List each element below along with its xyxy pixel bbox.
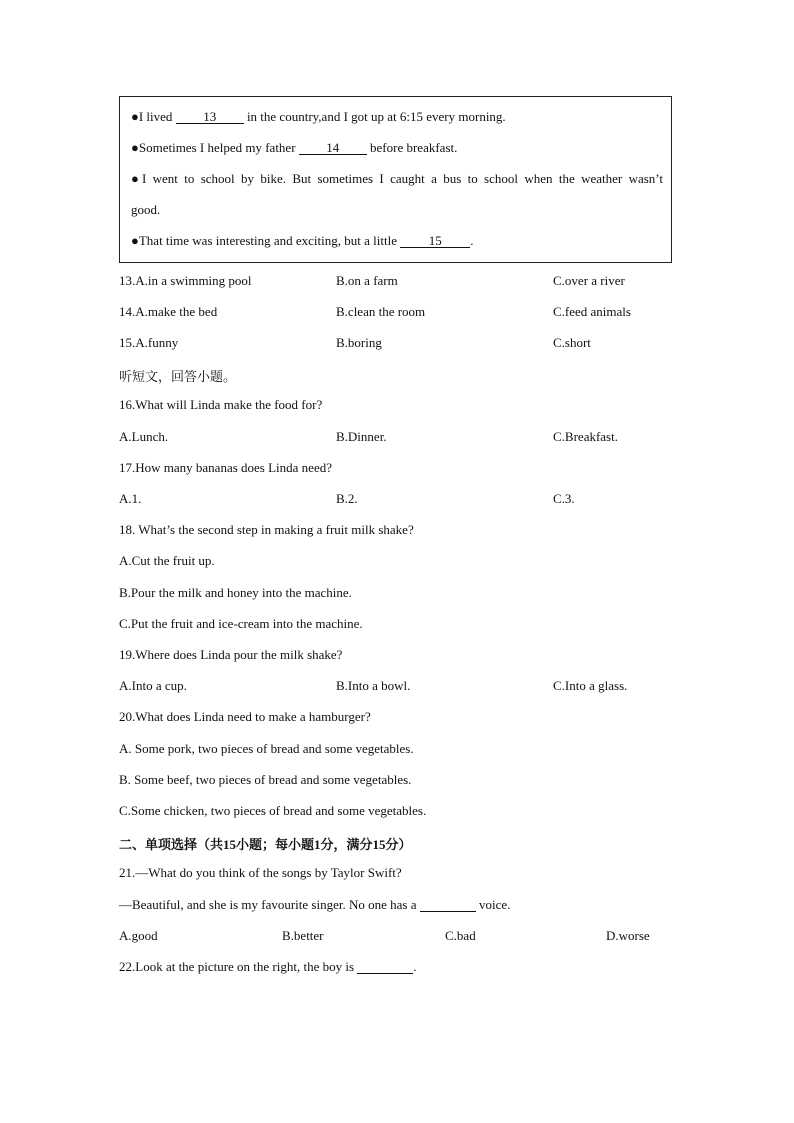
q13-option-c: C.over a river [553,273,625,288]
q17-option-b: B.2. [336,491,358,506]
q18-option-b: B.Pour the milk and honey into the machine. [119,585,352,600]
section-heading: 二、单项选择（共15小题；每小题1分，满分15分） [119,837,412,852]
q14-option-b: B.clean the room [336,304,426,319]
q16-option-b: B.Dinner. [336,429,387,444]
q21-reply: —Beautiful, and she is my favourite singer. No one has a voice. [119,897,511,912]
q21-option-a: A.good [119,928,158,943]
q18-option-c: C.Put the fruit and ice-cream into the machine. [119,616,363,631]
q14-option-a: 14.A.make the bed [119,304,218,319]
listening-instruction: 听短文，回答小题。 [119,369,237,384]
q16-option-a: A.Lunch. [119,429,169,444]
q19-option-b: B.Into a bowl. [336,678,411,693]
q15-option-c: C.short [553,335,591,350]
passage-line-3: ●I went to school by bike. But sometimes I caught a bus to school when the weather wasn’t [131,171,663,186]
blank-14: 14 [299,141,367,155]
q16-stem: 16.What will Linda make the food for? [119,397,323,412]
q21-stem: 21.—What do you think of the songs by Taylor Swift? [119,865,402,880]
q16-option-c: C.Breakfast. [553,429,618,444]
q21-option-b: B.better [282,928,324,943]
q17-stem: 17.How many bananas does Linda need? [119,460,332,475]
q22-stem: 22.Look at the picture on the right, the boy is . [119,959,417,974]
passage-line-1: ●I lived 13 in the country,and I got up at 6:15 every morning. [131,109,506,124]
q20-option-a: A. Some pork, two pieces of bread and some vegetables. [119,741,414,756]
q18-stem: 18. What’s the second step in making a fruit milk shake? [119,522,414,537]
q20-stem: 20.What does Linda need to make a hamburger? [119,709,371,724]
q17-option-c: C.3. [553,491,575,506]
passage-box [119,96,672,263]
q19-option-c: C.Into a glass. [553,678,628,693]
q13-option-b: B.on a farm [336,273,398,288]
q15-option-a: 15.A.funny [119,335,179,350]
q21-option-c: C.bad [445,928,476,943]
blank-15: 15 [400,234,470,248]
q17-option-a: A.1. [119,491,142,506]
q21-option-d: D.worse [606,928,650,943]
q19-option-a: A.Into a cup. [119,678,187,693]
q19-stem: 19.Where does Linda pour the milk shake? [119,647,343,662]
q20-option-c: C.Some chicken, two pieces of bread and some vegetables. [119,803,427,818]
q21-blank [420,898,476,912]
passage-line-3-cont: good. [131,202,161,217]
q15-option-b: B.boring [336,335,382,350]
q18-option-a: A.Cut the fruit up. [119,553,215,568]
q20-option-b: B. Some beef, two pieces of bread and some vegetables. [119,772,412,787]
q13-option-a: 13.A.in a swimming pool [119,273,252,288]
passage-line-4: ●That time was interesting and exciting, but a little 15 . [131,233,474,248]
blank-13: 13 [176,110,244,124]
q14-option-c: C.feed animals [553,304,631,319]
passage-line-2: ●Sometimes I helped my father 14 before breakfast. [131,140,458,155]
q22-blank [357,960,413,974]
